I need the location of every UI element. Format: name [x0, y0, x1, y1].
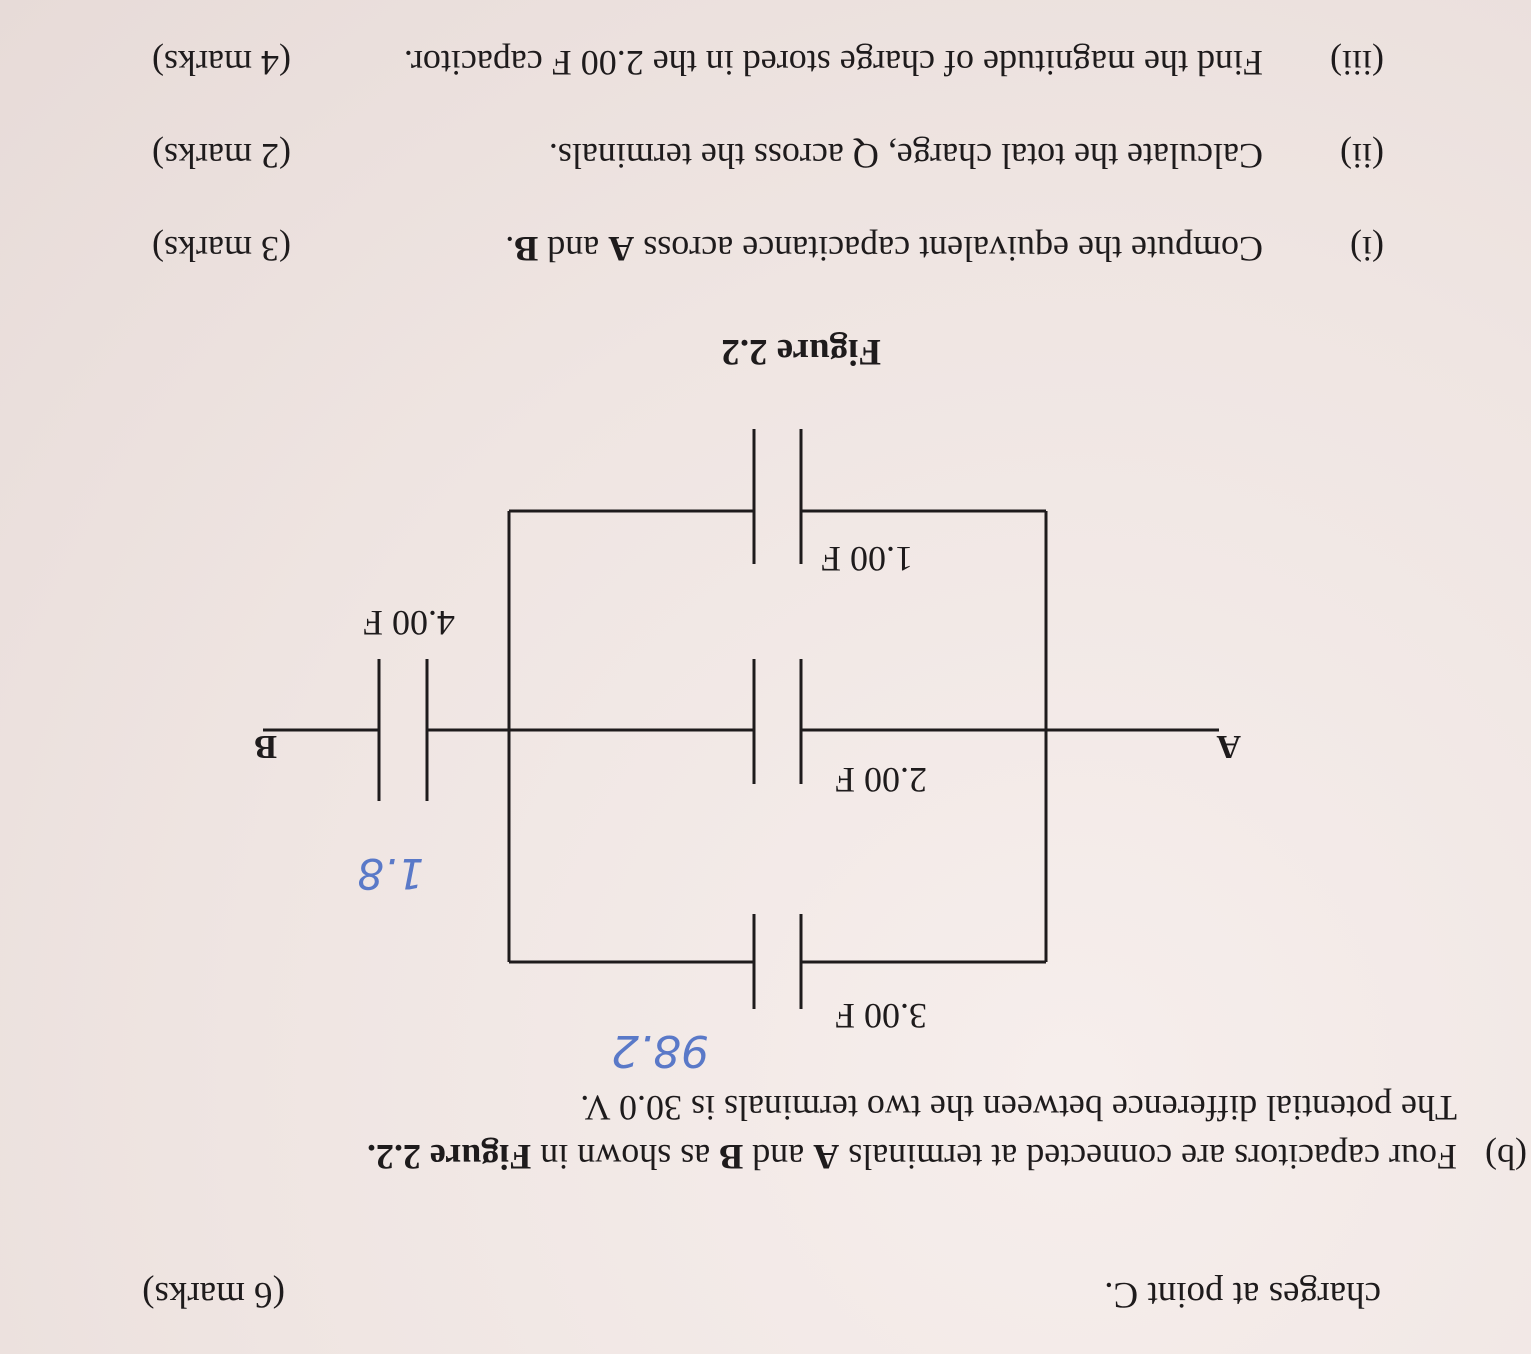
previous-question-text: charges at point C. — [1104, 1274, 1381, 1315]
terminal-a-label: A — [1216, 728, 1241, 765]
part-iii-text: Find the magnitude of charge stored in the 2.00 F capacitor. — [403, 43, 1263, 83]
question-line-1: Four capacitors are connected at terminals A and B as shown in Figure 2.2. — [366, 1137, 1457, 1177]
capacitor-3-label: 3.00 F — [834, 996, 927, 1036]
part-ii-marks: (2 marks) — [152, 136, 291, 176]
part-i-number: (i) — [1350, 229, 1384, 269]
handwritten-note-2: 1.8 — [357, 849, 424, 898]
capacitor-4-label: 4.00 F — [362, 603, 455, 643]
part-ii-text: Calculate the total charge, Q across the terminals. — [548, 136, 1263, 176]
question-label: (b) — [1485, 1137, 1527, 1177]
figure-caption: Figure 2.2 — [721, 331, 881, 372]
question-line-2: The potential difference between the two terminals is 30.0 V. — [580, 1088, 1457, 1128]
capacitor-2-label: 2.00 F — [834, 760, 927, 800]
previous-question-marks: (6 marks) — [142, 1274, 285, 1315]
handwritten-note-1: 98.2 — [611, 1025, 709, 1076]
part-ii-number: (ii) — [1340, 136, 1384, 176]
part-i-marks: (3 marks) — [152, 229, 291, 269]
part-iii-number: (iii) — [1330, 43, 1384, 83]
part-i-text: Compute the equivalent capacitance across A and B. — [505, 229, 1263, 269]
capacitor-1-label: 1.00 F — [820, 539, 913, 579]
terminal-b-label: B — [254, 728, 277, 765]
part-iii-marks: (4 marks) — [152, 43, 291, 83]
